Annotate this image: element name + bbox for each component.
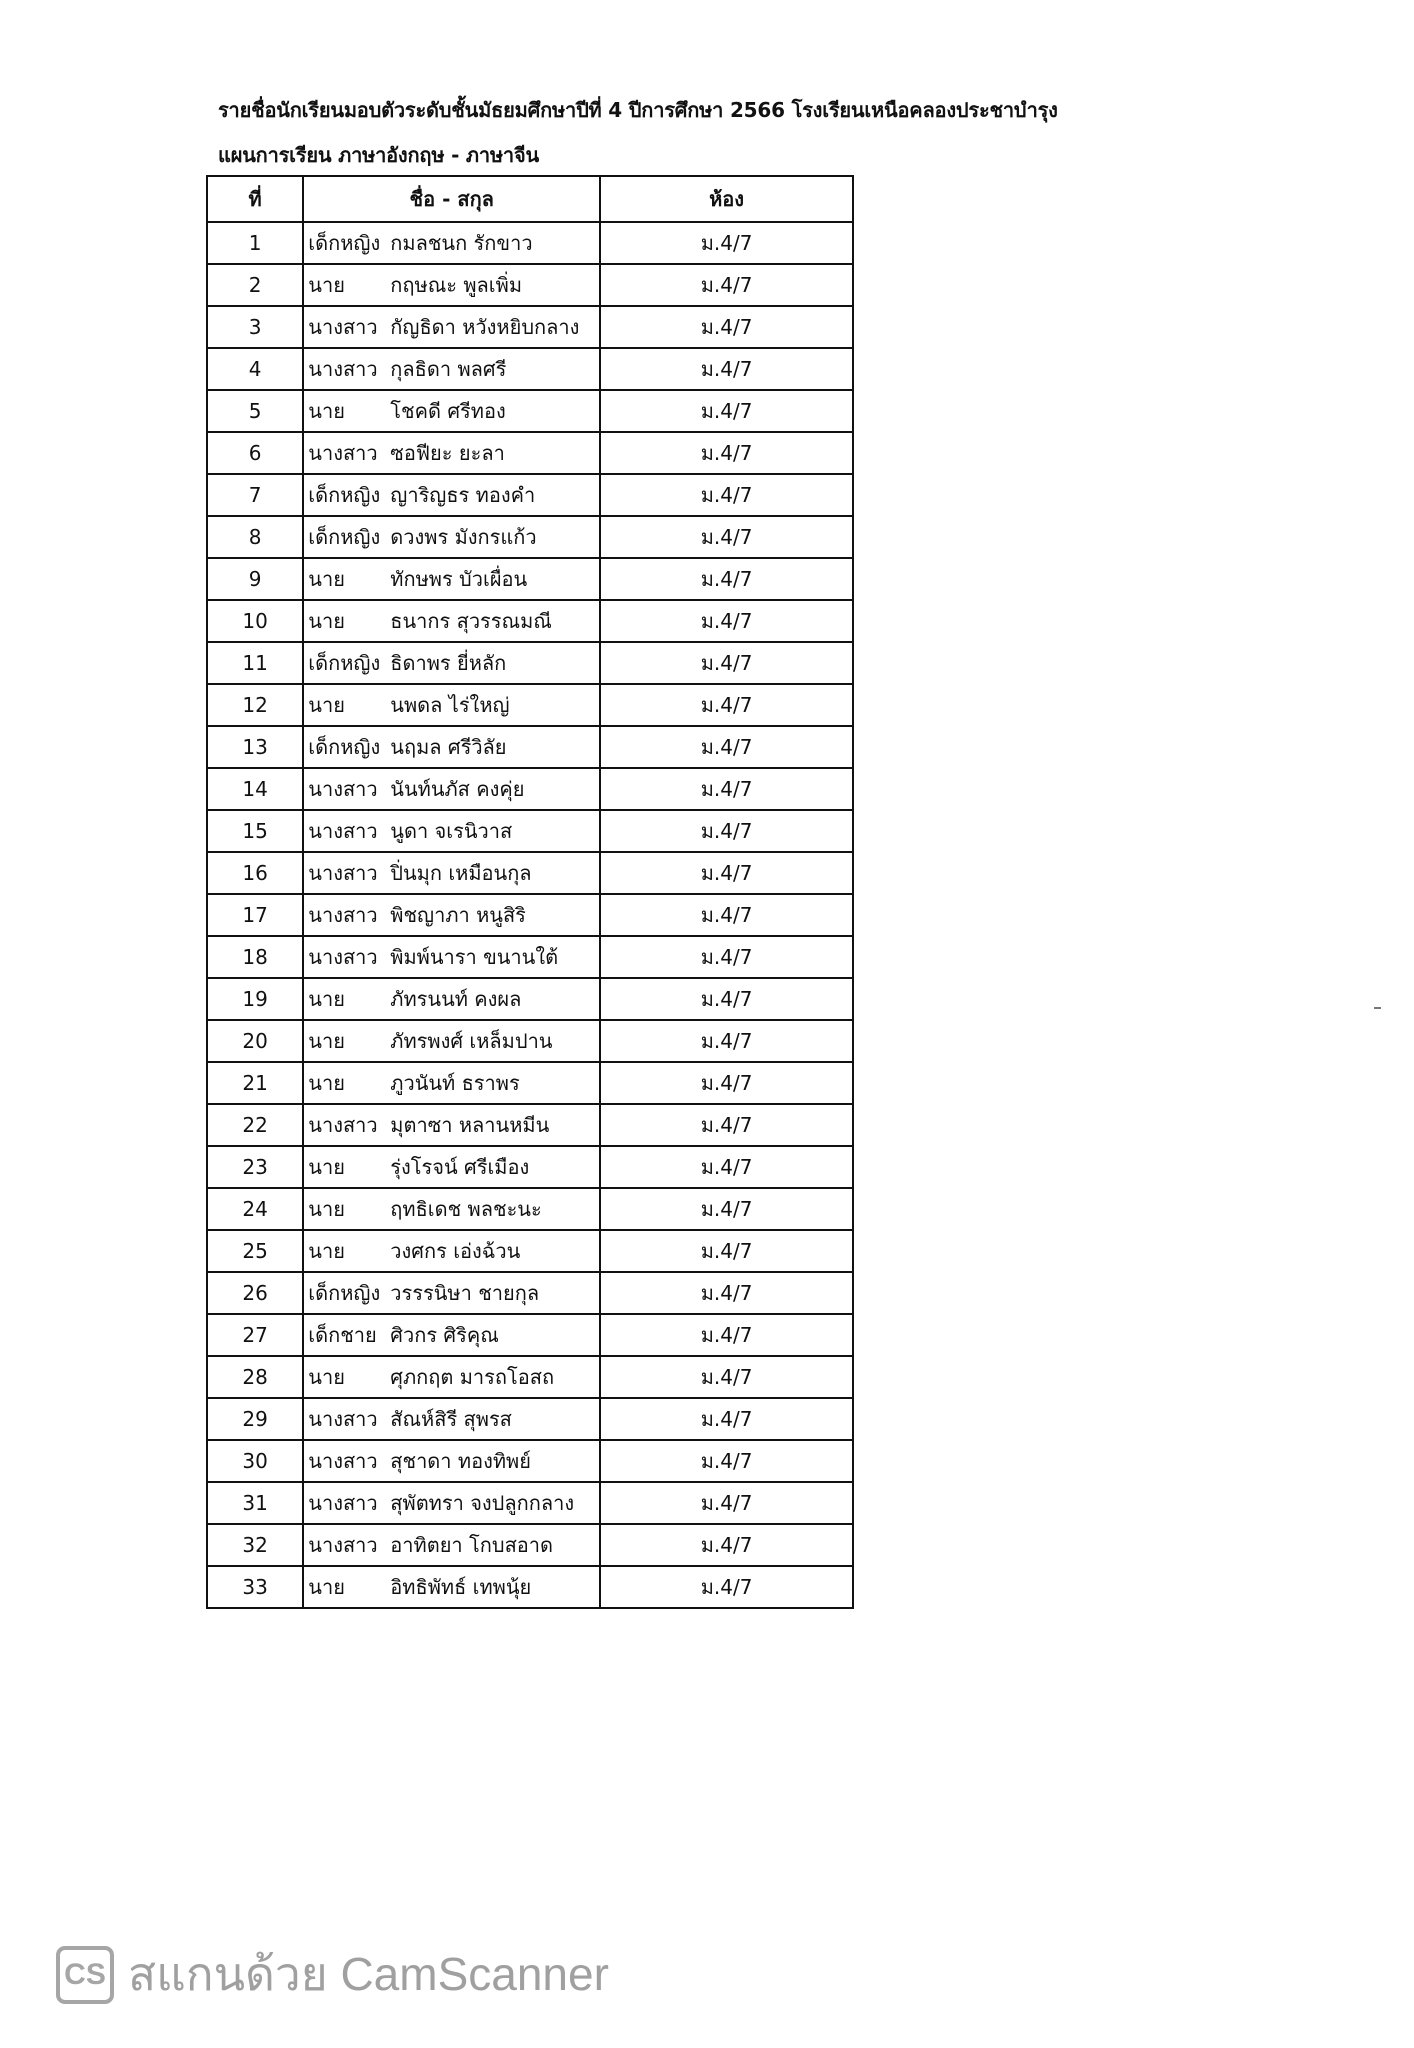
- student-name-cell: [303, 894, 600, 936]
- table-row: [207, 1104, 853, 1146]
- table-row: [207, 1482, 853, 1524]
- watermark-text: สแกนด้วย CamScanner: [128, 1948, 609, 2000]
- student-name: นพดล ไร่ใหญ่: [390, 693, 510, 717]
- row-number: 16: [207, 852, 303, 894]
- table-row: [207, 768, 853, 810]
- name-prefix: นาย: [308, 609, 345, 633]
- student-name: วงศกร เอ่งฉ้วน: [390, 1239, 521, 1263]
- name-prefix: นางสาว: [308, 441, 378, 465]
- table-row: [207, 684, 853, 726]
- student-name: กฤษณะ พูลเพิ่ม: [390, 273, 522, 297]
- table-row: [207, 516, 853, 558]
- room-cell: ม.4/7: [600, 1146, 853, 1188]
- room-cell: ม.4/7: [600, 726, 853, 768]
- table-row: [207, 936, 853, 978]
- row-number: 29: [207, 1398, 303, 1440]
- room-cell: ม.4/7: [600, 978, 853, 1020]
- name-prefix: นาย: [308, 1239, 345, 1263]
- row-number: 15: [207, 810, 303, 852]
- student-name: ภูวนันท์ ธราพร: [390, 1071, 520, 1095]
- student-name-cell: [303, 264, 600, 306]
- student-name: ศุภกฤต มารถโอสถ: [390, 1365, 555, 1389]
- student-name-cell: [303, 936, 600, 978]
- name-prefix: เด็กหญิง: [308, 231, 381, 255]
- student-name-cell: [303, 978, 600, 1020]
- row-number: 8: [207, 516, 303, 558]
- student-name: ธิดาพร ยี่หลัก: [390, 651, 507, 675]
- table-body: [207, 222, 853, 1608]
- table-row: [207, 1020, 853, 1062]
- student-name-cell: [303, 474, 600, 516]
- room-cell: ม.4/7: [600, 1440, 853, 1482]
- name-prefix: เด็กหญิง: [308, 1281, 381, 1305]
- row-number: 31: [207, 1482, 303, 1524]
- row-number: 5: [207, 390, 303, 432]
- header-name: ชื่อ - สกุล: [303, 176, 600, 222]
- name-prefix: นางสาว: [308, 1449, 378, 1473]
- student-name: ศิวกร ศิริคุณ: [390, 1323, 499, 1347]
- student-name-cell: [303, 1020, 600, 1062]
- room-cell: ม.4/7: [600, 1566, 853, 1608]
- room-cell: ม.4/7: [600, 264, 853, 306]
- row-number: 1: [207, 222, 303, 264]
- room-cell: ม.4/7: [600, 1272, 853, 1314]
- student-name: รุ่งโรจน์ ศรีเมือง: [390, 1155, 530, 1179]
- table-row: [207, 726, 853, 768]
- name-prefix: นางสาว: [308, 1113, 378, 1137]
- room-cell: ม.4/7: [600, 936, 853, 978]
- room-cell: ม.4/7: [600, 1356, 853, 1398]
- scan-speck: [1374, 1007, 1381, 1009]
- table-row: [207, 1188, 853, 1230]
- row-number: 33: [207, 1566, 303, 1608]
- name-prefix: นางสาว: [308, 903, 378, 927]
- name-prefix: นาย: [308, 273, 345, 297]
- student-name-cell: [303, 1230, 600, 1272]
- name-prefix: เด็กหญิง: [308, 735, 381, 759]
- student-name-cell: [303, 516, 600, 558]
- student-name-cell: [303, 726, 600, 768]
- student-name-cell: [303, 1104, 600, 1146]
- student-name-cell: [303, 1062, 600, 1104]
- name-prefix: เด็กหญิง: [308, 483, 381, 507]
- room-cell: ม.4/7: [600, 810, 853, 852]
- row-number: 19: [207, 978, 303, 1020]
- table-row: [207, 894, 853, 936]
- student-name: นันท์นภัส คงคุ่ย: [390, 777, 525, 801]
- name-prefix: นาย: [308, 1365, 345, 1389]
- student-name: สัณห์สิรี สุพรส: [390, 1407, 512, 1431]
- room-cell: ม.4/7: [600, 390, 853, 432]
- student-name-cell: [303, 600, 600, 642]
- row-number: 9: [207, 558, 303, 600]
- student-name-cell: [303, 1314, 600, 1356]
- row-number: 14: [207, 768, 303, 810]
- table-row: [207, 1356, 853, 1398]
- student-name: ฤทธิเดช พลชะนะ: [390, 1197, 542, 1221]
- student-name: พิชญาภา หนูสิริ: [390, 903, 526, 927]
- name-prefix: นาย: [308, 1155, 345, 1179]
- name-prefix: นางสาว: [308, 819, 378, 843]
- student-name: สุชาดา ทองทิพย์: [390, 1449, 531, 1473]
- room-cell: ม.4/7: [600, 306, 853, 348]
- name-prefix: นางสาว: [308, 861, 378, 885]
- row-number: 3: [207, 306, 303, 348]
- document-title: รายชื่อนักเรียนมอบตัวระดับชั้นมัธยมศึกษาปีที่ 4 ปีการศึกษา 2566 โรงเรียนเหนือคลองประชาบำรุง: [218, 98, 1058, 122]
- student-name: พิมพ์นารา ขนานใต้: [390, 945, 559, 969]
- room-cell: ม.4/7: [600, 222, 853, 264]
- student-name-cell: [303, 1524, 600, 1566]
- name-prefix: เด็กหญิง: [308, 525, 381, 549]
- student-name: กัญธิดา หวังหยิบกลาง: [390, 315, 580, 339]
- row-number: 4: [207, 348, 303, 390]
- name-prefix: นาย: [308, 987, 345, 1011]
- table-header-row: [207, 176, 853, 222]
- table-row: [207, 306, 853, 348]
- student-name: ญาริญธร ทองคำ: [390, 483, 536, 507]
- room-cell: ม.4/7: [600, 768, 853, 810]
- row-number: 13: [207, 726, 303, 768]
- table-row: [207, 1062, 853, 1104]
- table-row: [207, 264, 853, 306]
- student-name: โชคดี ศรีทอง: [390, 399, 506, 423]
- table-row: [207, 642, 853, 684]
- name-prefix: นางสาว: [308, 357, 378, 381]
- table-row: [207, 348, 853, 390]
- room-cell: ม.4/7: [600, 1482, 853, 1524]
- student-name-cell: [303, 1482, 600, 1524]
- row-number: 17: [207, 894, 303, 936]
- table-row: [207, 222, 853, 264]
- table-row: [207, 852, 853, 894]
- room-cell: ม.4/7: [600, 558, 853, 600]
- student-name-cell: [303, 1146, 600, 1188]
- row-number: 23: [207, 1146, 303, 1188]
- student-roster-table: [206, 175, 854, 1609]
- student-name-cell: [303, 768, 600, 810]
- row-number: 11: [207, 642, 303, 684]
- student-name-cell: [303, 1272, 600, 1314]
- table-row: [207, 1398, 853, 1440]
- room-cell: ม.4/7: [600, 600, 853, 642]
- room-cell: ม.4/7: [600, 1104, 853, 1146]
- student-name-cell: [303, 558, 600, 600]
- table-row: [207, 1146, 853, 1188]
- room-cell: ม.4/7: [600, 1314, 853, 1356]
- table-row: [207, 1524, 853, 1566]
- table-row: [207, 810, 853, 852]
- student-name-cell: [303, 306, 600, 348]
- table-row: [207, 1566, 853, 1608]
- student-name-cell: [303, 1566, 600, 1608]
- row-number: 21: [207, 1062, 303, 1104]
- student-name-cell: [303, 1356, 600, 1398]
- camscanner-watermark: [56, 1938, 609, 2011]
- name-prefix: นางสาว: [308, 1533, 378, 1557]
- header-room: ห้อง: [600, 176, 853, 222]
- row-number: 18: [207, 936, 303, 978]
- student-name: ดวงพร มังกรแก้ว: [390, 525, 537, 549]
- room-cell: ม.4/7: [600, 516, 853, 558]
- header-no: ที่: [207, 176, 303, 222]
- student-name: สุพัตทรา จงปลูกกลาง: [390, 1491, 575, 1515]
- student-name-cell: [303, 1188, 600, 1230]
- row-number: 27: [207, 1314, 303, 1356]
- room-cell: ม.4/7: [600, 432, 853, 474]
- student-name-cell: [303, 642, 600, 684]
- name-prefix: นาย: [308, 693, 345, 717]
- student-name-cell: [303, 810, 600, 852]
- row-number: 12: [207, 684, 303, 726]
- row-number: 2: [207, 264, 303, 306]
- student-name: ภัทรนนท์ คงผล: [390, 987, 522, 1011]
- name-prefix: นาย: [308, 567, 345, 591]
- student-name: วรรรนิษา ชายกุล: [390, 1281, 540, 1305]
- room-cell: ม.4/7: [600, 474, 853, 516]
- table-row: [207, 978, 853, 1020]
- name-prefix: นาย: [308, 1071, 345, 1095]
- table-row: [207, 558, 853, 600]
- room-cell: ม.4/7: [600, 1020, 853, 1062]
- name-prefix: นาย: [308, 399, 345, 423]
- room-cell: ม.4/7: [600, 1524, 853, 1566]
- student-name: อิทธิพัทธ์ เทพนุ้ย: [390, 1575, 532, 1599]
- student-name: ภัทรพงศ์ เหล็มปาน: [390, 1029, 553, 1053]
- student-name-cell: [303, 1440, 600, 1482]
- document-subtitle: แผนการเรียน ภาษาอังกฤษ - ภาษาจีน: [218, 143, 539, 167]
- row-number: 7: [207, 474, 303, 516]
- table-row: [207, 474, 853, 516]
- table-row: [207, 1314, 853, 1356]
- student-name-cell: [303, 684, 600, 726]
- table-row: [207, 600, 853, 642]
- student-name: ซอฟียะ ยะลา: [390, 441, 505, 465]
- name-prefix: นางสาว: [308, 315, 378, 339]
- student-name-cell: [303, 390, 600, 432]
- name-prefix: นาย: [308, 1575, 345, 1599]
- table-row: [207, 1272, 853, 1314]
- name-prefix: นางสาว: [308, 1407, 378, 1431]
- student-name: นูดา จเรนิวาส: [390, 819, 513, 843]
- name-prefix: นางสาว: [308, 945, 378, 969]
- room-cell: ม.4/7: [600, 348, 853, 390]
- room-cell: ม.4/7: [600, 1398, 853, 1440]
- student-name: กุลธิดา พลศรี: [390, 357, 507, 381]
- room-cell: ม.4/7: [600, 1230, 853, 1272]
- student-name: ธนากร สุวรรณมณี: [390, 609, 552, 633]
- row-number: 25: [207, 1230, 303, 1272]
- row-number: 6: [207, 432, 303, 474]
- student-name: มุตาซา หลานหมีน: [390, 1113, 550, 1137]
- row-number: 20: [207, 1020, 303, 1062]
- row-number: 24: [207, 1188, 303, 1230]
- table-row: [207, 1230, 853, 1272]
- row-number: 32: [207, 1524, 303, 1566]
- name-prefix: เด็กชาย: [308, 1323, 377, 1347]
- row-number: 26: [207, 1272, 303, 1314]
- name-prefix: นางสาว: [308, 1491, 378, 1515]
- room-cell: ม.4/7: [600, 1188, 853, 1230]
- name-prefix: นาย: [308, 1197, 345, 1221]
- table-row: [207, 432, 853, 474]
- student-name: อาทิตยา โกบสอาด: [390, 1533, 554, 1557]
- room-cell: ม.4/7: [600, 642, 853, 684]
- student-name-cell: [303, 222, 600, 264]
- camscanner-logo-icon: CS: [56, 1946, 114, 2004]
- student-name-cell: [303, 432, 600, 474]
- row-number: 22: [207, 1104, 303, 1146]
- student-name: นฤมล ศรีวิลัย: [390, 735, 507, 759]
- row-number: 10: [207, 600, 303, 642]
- student-name-cell: [303, 852, 600, 894]
- room-cell: ม.4/7: [600, 684, 853, 726]
- student-name-cell: [303, 348, 600, 390]
- room-cell: ม.4/7: [600, 852, 853, 894]
- name-prefix: นาย: [308, 1029, 345, 1053]
- student-name: ปิ่นมุก เหมือนกุล: [390, 861, 532, 885]
- name-prefix: เด็กหญิง: [308, 651, 381, 675]
- table-row: [207, 1440, 853, 1482]
- student-name: ทักษพร บัวเผื่อน: [390, 567, 528, 591]
- row-number: 28: [207, 1356, 303, 1398]
- name-prefix: นางสาว: [308, 777, 378, 801]
- room-cell: ม.4/7: [600, 1062, 853, 1104]
- student-name-cell: [303, 1398, 600, 1440]
- row-number: 30: [207, 1440, 303, 1482]
- table-row: [207, 390, 853, 432]
- student-name: กมลชนก รักขาว: [390, 231, 533, 255]
- room-cell: ม.4/7: [600, 894, 853, 936]
